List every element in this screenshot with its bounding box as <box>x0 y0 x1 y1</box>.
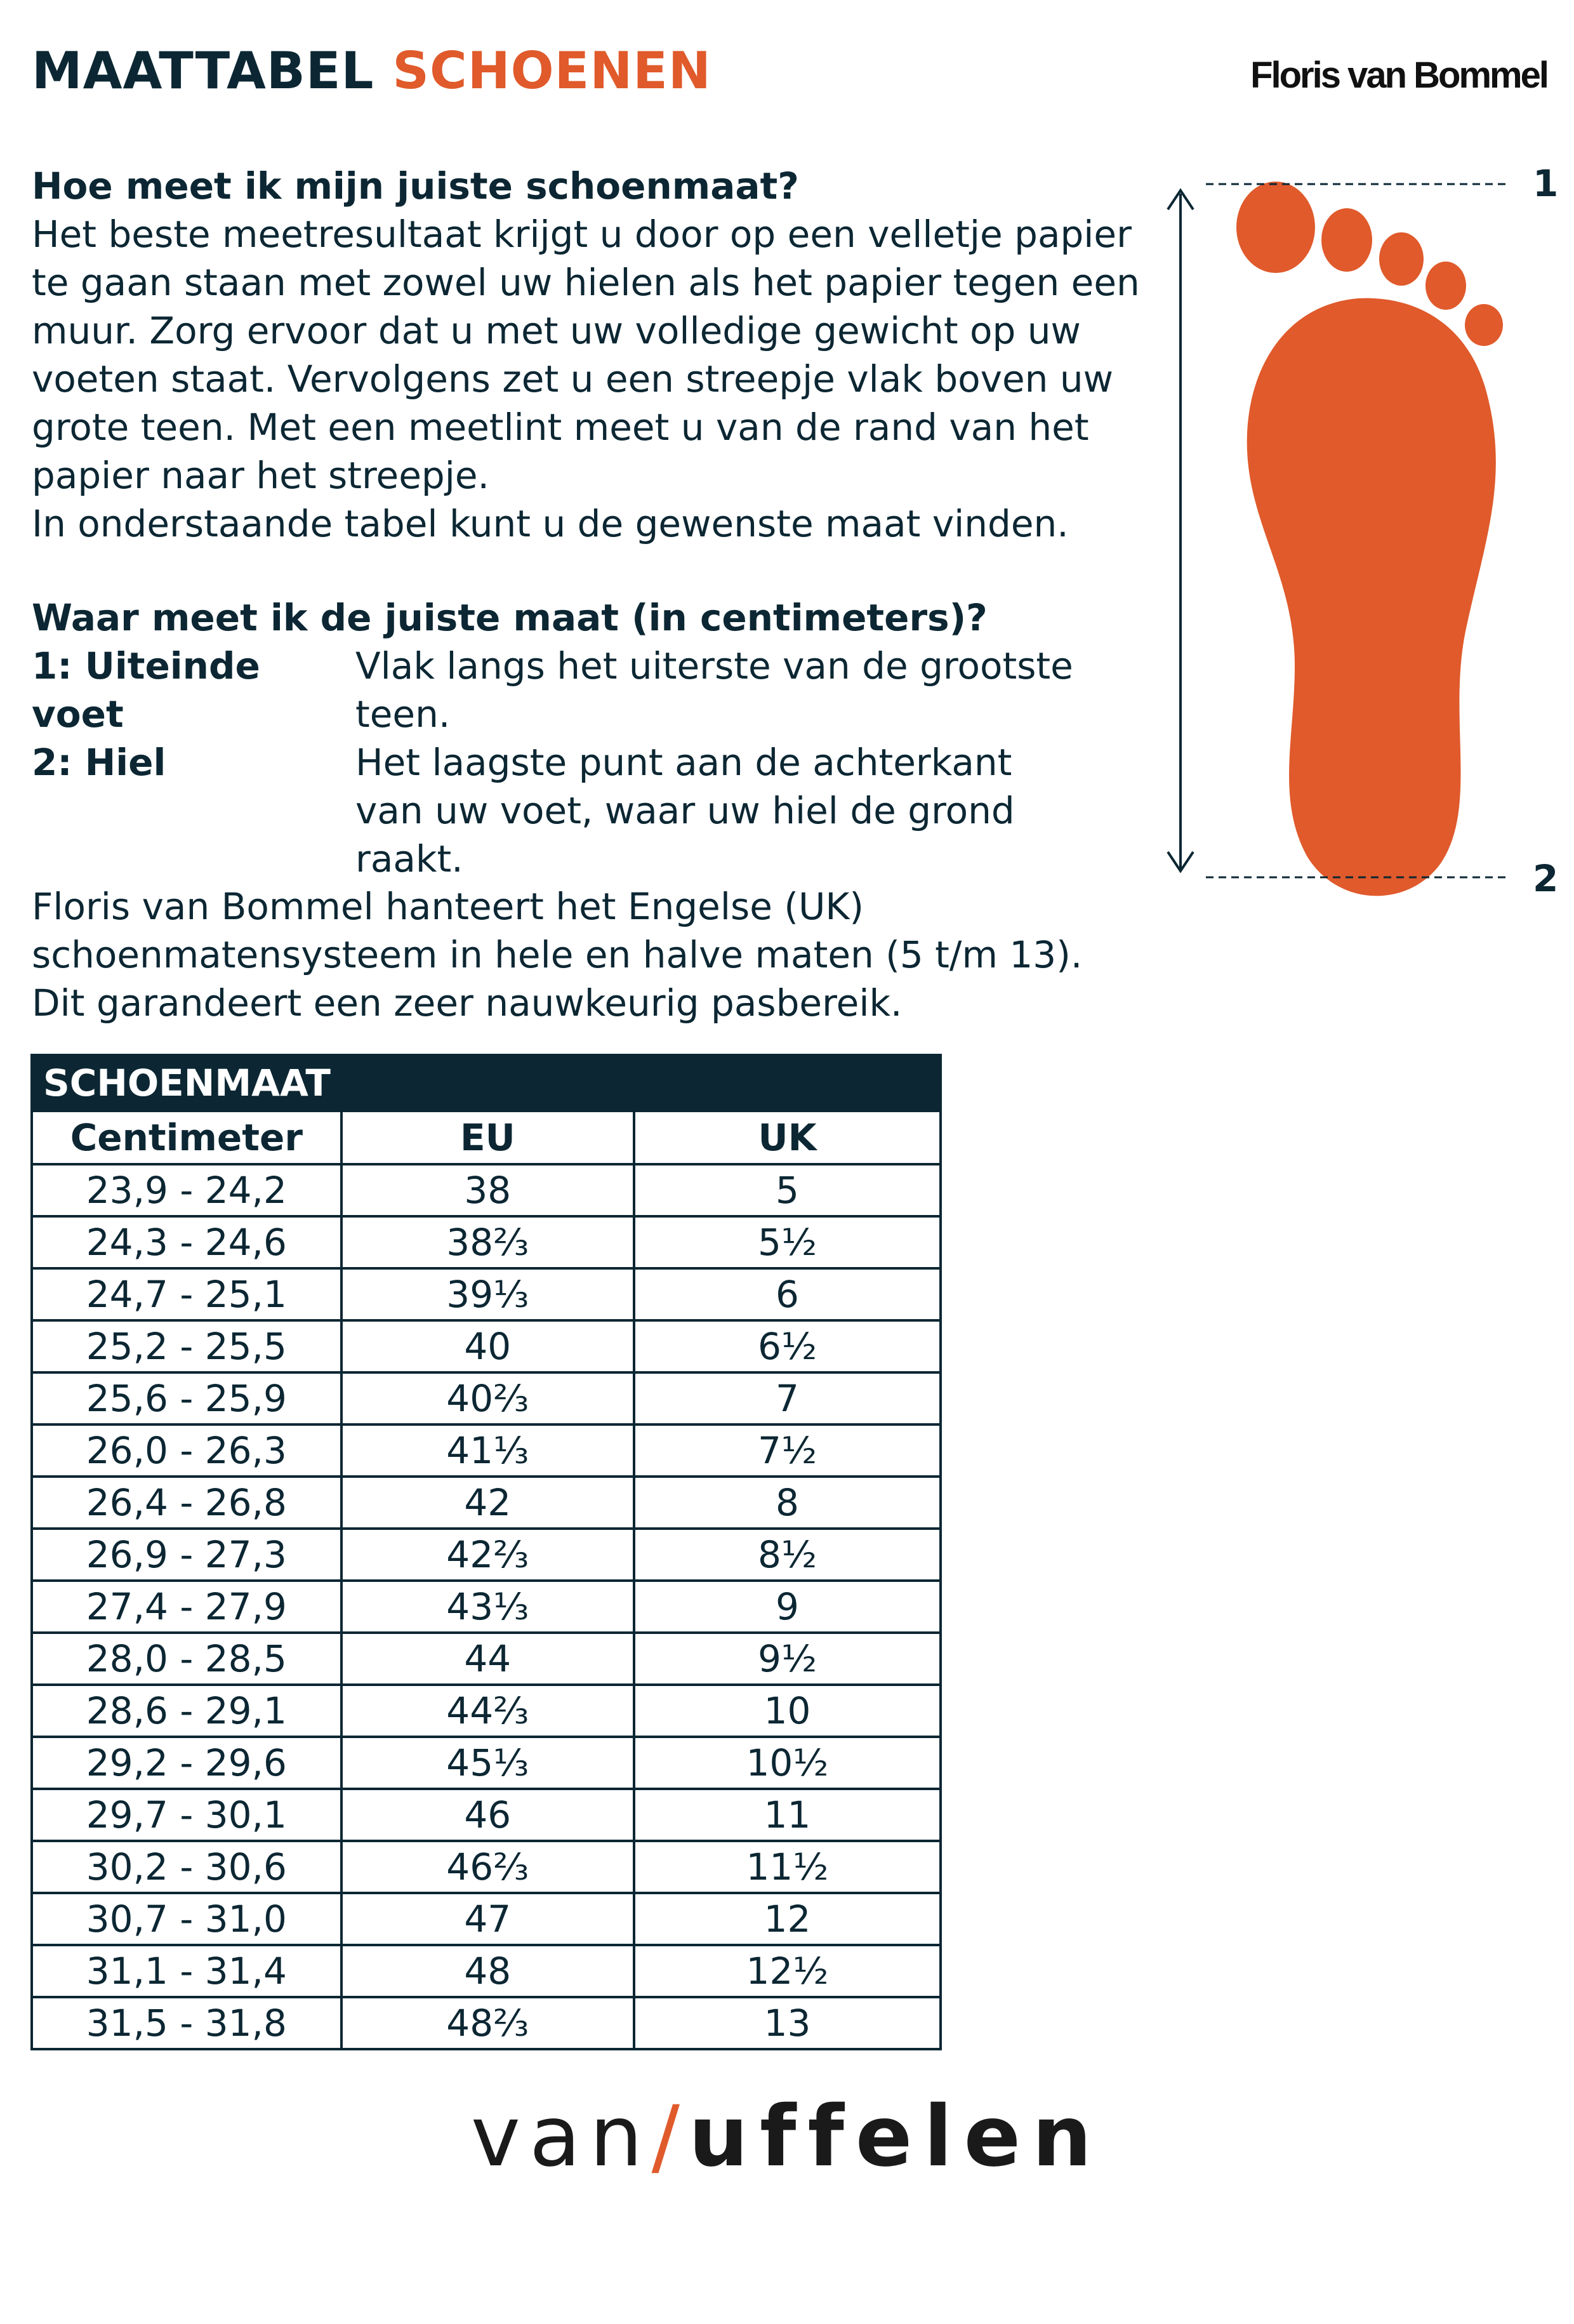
system-line: Dit garandeert een zeer nauwkeurig pasbereik. <box>32 981 903 1025</box>
table-cell: 31,1 - 31,4 <box>32 1945 341 1997</box>
table-body <box>32 1164 941 2049</box>
table-cell: 10½ <box>634 1737 941 1789</box>
measure-line: papier naar het streepje. <box>32 454 489 497</box>
table-row <box>32 1268 941 1320</box>
table-row <box>32 1685 941 1737</box>
measure-line: voeten staat. Vervolgens zet u een streepje vlak boven uw <box>32 357 1114 401</box>
table-header-row <box>32 1111 941 1164</box>
table-row <box>32 1216 941 1268</box>
table-cell: 5½ <box>634 1216 941 1268</box>
measure-line: grote teen. Met een meetlint meet u van de rand van het <box>32 406 1089 449</box>
table-cell: 30,2 - 30,6 <box>32 1841 341 1893</box>
table-row <box>32 1320 941 1372</box>
definition-term: 2: Hiel <box>32 741 166 784</box>
table-cell: 42⅔ <box>341 1529 634 1581</box>
brand-logo: Floris van Bommel <box>1250 55 1547 96</box>
measure-section <box>32 162 1149 548</box>
table-cell: 44 <box>341 1633 634 1685</box>
table-cell: 45⅓ <box>341 1737 634 1789</box>
table-cell: 26,4 - 26,8 <box>32 1477 341 1529</box>
table-cell: 38 <box>341 1164 634 1216</box>
table-row <box>32 1581 941 1633</box>
table-row <box>32 1737 941 1789</box>
table-cell: 8 <box>634 1477 941 1529</box>
table-cell: 7 <box>634 1372 941 1424</box>
table-cell: 11½ <box>634 1841 941 1893</box>
table-cell: 29,2 - 29,6 <box>32 1737 341 1789</box>
page-title <box>32 41 711 100</box>
table-cell: 30,7 - 31,0 <box>32 1893 341 1945</box>
table-cell: 47 <box>341 1893 634 1945</box>
system-line: schoenmatensysteem in hele en halve maten (5 t/m 13). <box>32 933 1083 976</box>
table-cell: 28,0 - 28,5 <box>32 1633 341 1685</box>
table-cell: 12 <box>634 1893 941 1945</box>
footer-logo <box>0 2088 1574 2186</box>
table-cell: 46⅔ <box>341 1841 634 1893</box>
foot-icon <box>1236 182 1503 896</box>
column-header: UK <box>634 1111 941 1164</box>
table-cell: 13 <box>634 1997 941 2049</box>
table-cell: 7½ <box>634 1424 941 1477</box>
size-table <box>30 1054 942 2050</box>
table-row <box>32 1633 941 1685</box>
table-cell: 42 <box>341 1477 634 1529</box>
table-cell: 9 <box>634 1581 941 1633</box>
table-cell: 46 <box>341 1789 634 1841</box>
marker-2: 2 <box>1533 857 1559 900</box>
table-cell: 23,9 - 24,2 <box>32 1164 341 1216</box>
table-row <box>32 1164 941 1216</box>
table-cell: 26,9 - 27,3 <box>32 1529 341 1581</box>
table-caption-row <box>32 1055 941 1111</box>
table-cell: 48 <box>341 1945 634 1997</box>
table-row <box>32 1789 941 1841</box>
table-cell: 26,0 - 26,3 <box>32 1424 341 1477</box>
table-row <box>32 1477 941 1529</box>
column-header: Centimeter <box>32 1111 341 1164</box>
table-cell: 11 <box>634 1789 941 1841</box>
table-cell: 25,6 - 25,9 <box>32 1372 341 1424</box>
measure-line: muur. Zorg ervoor dat u met uw volledige gewicht op uw <box>32 309 1081 352</box>
table-row <box>32 1841 941 1893</box>
table-cell: 28,6 - 29,1 <box>32 1685 341 1737</box>
table-cell: 10 <box>634 1685 941 1737</box>
table-cell: 40 <box>341 1320 634 1372</box>
title-part-2: SCHOENEN <box>392 41 711 100</box>
footer-logo-part-2: uffelen <box>689 2088 1104 2186</box>
column-header: EU <box>341 1111 634 1164</box>
footer-logo-slash: / <box>651 2088 689 2186</box>
table-cell: 6½ <box>634 1320 941 1372</box>
measure-line: te gaan staan met zowel uw hielen als het papier tegen een <box>32 261 1140 304</box>
system-line: Floris van Bommel hanteert het Engelse (UK) <box>32 885 864 928</box>
table-cell: 24,3 - 24,6 <box>32 1216 341 1268</box>
table-cell: 9½ <box>634 1633 941 1685</box>
where-section <box>32 594 1149 883</box>
table-cell: 48⅔ <box>341 1997 634 2049</box>
definition-desc: Het laagste punt aan de achterkant van uw voet, waar uw hiel de grond raakt. <box>355 741 1015 880</box>
table-row <box>32 1529 941 1581</box>
table-cell: 8½ <box>634 1529 941 1581</box>
table-row <box>32 1424 941 1477</box>
table-cell: 39⅓ <box>341 1268 634 1320</box>
table-row <box>32 1997 941 2049</box>
measure-heading: Hoe meet ik mijn juiste schoenmaat? <box>32 164 799 208</box>
table-cell: 29,7 - 30,1 <box>32 1789 341 1841</box>
table-caption: SCHOENMAAT <box>32 1055 941 1111</box>
footer-logo-part-1: van <box>470 2088 652 2186</box>
table-row <box>32 1945 941 1997</box>
system-section <box>32 882 1149 1027</box>
table-cell: 24,7 - 25,1 <box>32 1268 341 1320</box>
marker-1: 1 <box>1533 162 1559 205</box>
table-cell: 12½ <box>634 1945 941 1997</box>
table-row <box>32 1893 941 1945</box>
title-part-1: MAATTABEL <box>32 41 374 100</box>
table-cell: 31,5 - 31,8 <box>32 1997 341 2049</box>
measure-line: In onderstaande tabel kunt u de gewenste maat vinden. <box>32 502 1069 545</box>
where-heading: Waar meet ik de juiste maat (in centimeters)? <box>32 596 988 639</box>
measure-line: Het beste meetresultaat krijgt u door op een velletje papier <box>32 213 1132 256</box>
table-cell: 43⅓ <box>341 1581 634 1633</box>
definition-term: 1: Uiteinde voet <box>32 644 260 736</box>
table-cell: 27,4 - 27,9 <box>32 1581 341 1633</box>
table-cell: 44⅔ <box>341 1685 634 1737</box>
definition-list <box>32 642 1149 883</box>
table-cell: 40⅔ <box>341 1372 634 1424</box>
table-row <box>32 1372 941 1424</box>
table-cell: 5 <box>634 1164 941 1216</box>
table-cell: 25,2 - 25,5 <box>32 1320 341 1372</box>
table-cell: 6 <box>634 1268 941 1320</box>
definition-desc: Vlak langs het uiterste van de grootste teen. <box>355 644 1073 736</box>
table-cell: 41⅓ <box>341 1424 634 1477</box>
table-cell: 38⅔ <box>341 1216 634 1268</box>
foot-diagram <box>1142 146 1561 908</box>
